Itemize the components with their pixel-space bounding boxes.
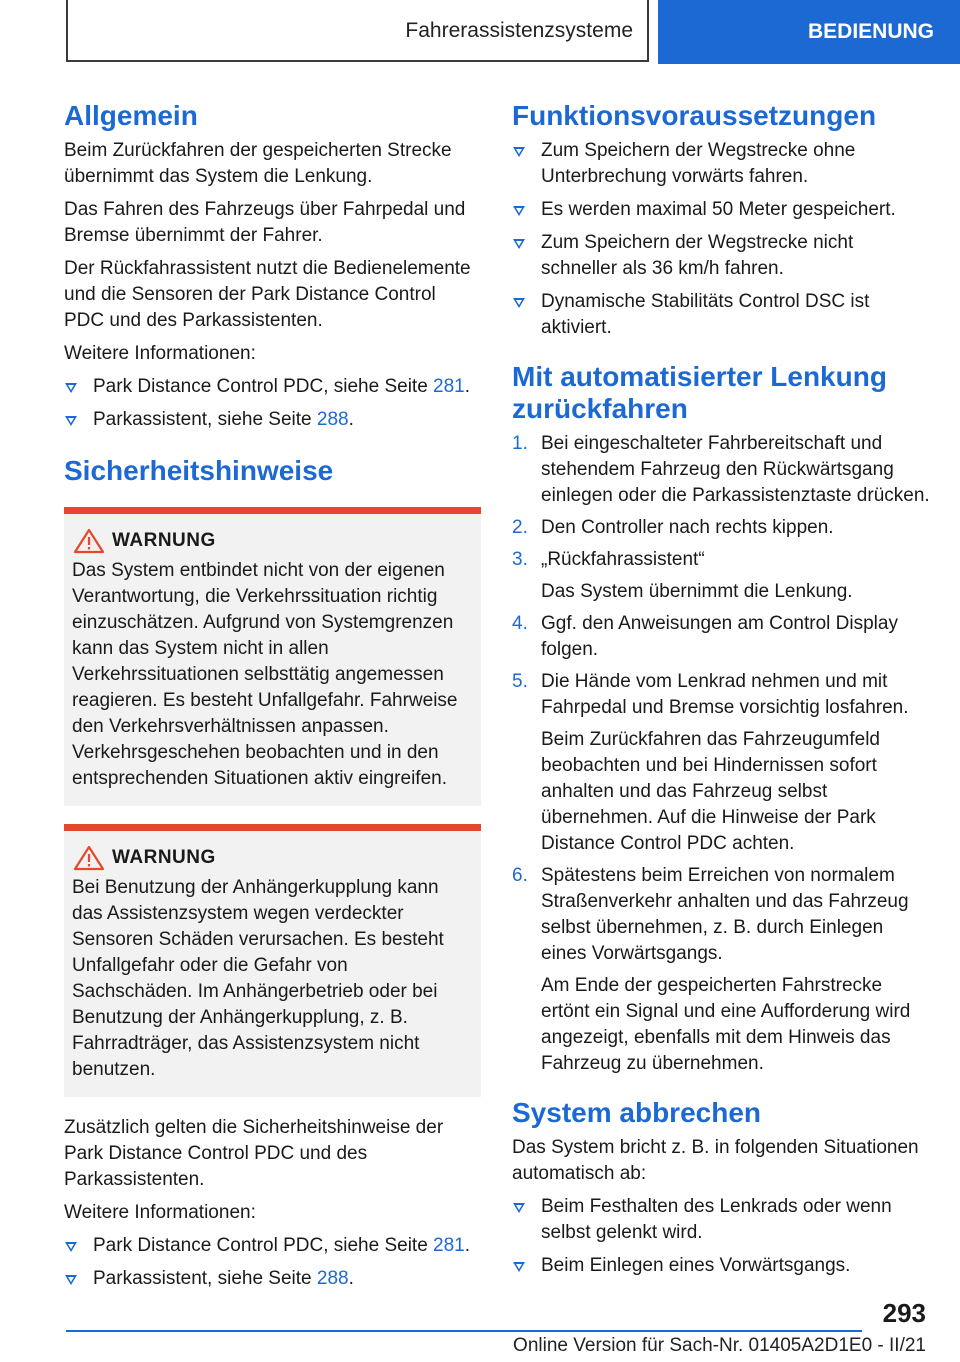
page-link[interactable]: 281 <box>433 376 465 397</box>
step-number: 3. <box>512 549 528 570</box>
warning-box <box>64 507 481 806</box>
step-item: 2. Den Controller nach rechts kippen. <box>512 515 932 541</box>
step-number: 6. <box>512 865 528 886</box>
steps-list <box>512 431 932 1077</box>
step-item: 6. Spätestens beim Erreichen von normalem Straßenverkehr anhalten und das Fahrzeug selbst übernehmen, z. B. durch Einlegen eines Vorwärtsgangs. Am Ende der gespeicherten Fahrstrecke ertönt ein Signal und eine Aufforderung wird angezeigt, ebenfalls mit dem Hinweis das Fahrzeug zu übernehmen. <box>512 863 932 1077</box>
warning-text: Bei Benutzung der Anhängerkupplung kann das Assistenzsystem wegen verdeckter Sensoren Schäden verursachen. Es besteht Unfallgefahr oder die Gefahr von Sachschäden. Im Anhängerbetrieb oder bei Benutzung der Anhängerkupplung, z. B. Fahrradträger, das Assistenzsystem nicht benutzen. <box>72 877 444 1080</box>
triangle-bullet-icon <box>513 1203 525 1213</box>
step-number: 2. <box>512 517 528 538</box>
triangle-bullet-icon <box>513 239 525 249</box>
list-item: Zum Speichern der Wegstrecke nicht schneller als 36 km/h fahren. <box>512 230 932 282</box>
triangle-bullet-icon <box>513 298 525 308</box>
triangle-bullet-icon <box>513 206 525 216</box>
triangle-bullet-icon <box>65 1242 77 1252</box>
right-column <box>512 100 932 1286</box>
step-item: 1. Bei eingeschalteter Fahrbereitschaft und stehendem Fahrzeug den Rückwärtsgang einlegen oder die Parkassistenztaste drücken. <box>512 433 930 506</box>
warning-text: Das System entbindet nicht von der eigenen Verantwortung, die Verkehrssituation richtig einzuschätzen. Aufgrund von Systemgrenzen kann das System nicht in allen Verkehrssituationen selbsttätig angemessen reagieren. Es besteht Unfallgefahr. Fahrweise den Verkehrsverhältnissen anpassen. Verkehrsgeschehen beobachten und in den entsprechenden Situationen aktiv eingreifen. <box>72 560 458 789</box>
requirements-list <box>512 138 932 341</box>
step-note: Das System übernimmt die Lenkung. <box>541 581 853 602</box>
list-item: Zum Speichern der Wegstrecke ohne Unterbrechung vorwärts fahren. <box>512 138 932 190</box>
reference-list <box>64 1233 481 1292</box>
step-item: 3. „Rückfahrassistent“ Das System übernimmt die Lenkung. <box>512 547 932 605</box>
paragraph: Der Rückfahrassistent nutzt die Bedienelemente und die Sensoren der Park Distance Control PDC und des Parkassistenten. <box>64 258 471 331</box>
step-number: 1. <box>512 433 528 454</box>
page-link[interactable]: 281 <box>433 1235 465 1256</box>
heading-funktionsvoraussetzungen: Funktionsvoraussetzungen <box>512 100 877 131</box>
paragraph: Das Fahren des Fahrzeugs über Fahrpedal und Bremse übernimmt der Fahrer. <box>64 199 466 246</box>
reference-list <box>64 374 481 433</box>
paragraph: Zusätzlich gelten die Sicherheitshinweise der Park Distance Control PDC und des Parkassistenten. <box>64 1117 444 1190</box>
heading-lenkung: Mit automatisierter Lenkung zurückfahren <box>512 361 887 424</box>
page-link[interactable]: 288 <box>316 1268 349 1289</box>
triangle-bullet-icon <box>513 1262 525 1272</box>
step-note: Beim Zurückfahren das Fahrzeugumfeld beobachten und bei Hindernissen sofort anhalten und das Fahrzeug selbst übernehmen. Auf die Hinweise der Park Distance Control PDC achten. <box>541 729 880 854</box>
warning-title: WARNUNG <box>112 530 216 551</box>
step-item: 5. Die Hände vom Lenkrad nehmen und mit Fahrpedal und Bremse vorsichtig losfahren. Beim Zurückfahren das Fahrzeugumfeld beobachten und bei Hindernissen sofort anhalten und das Fahrzeug selbst übernehmen. Auf die Hinweise der Park Distance Control PDC achten. <box>512 669 932 857</box>
triangle-bullet-icon <box>65 416 77 426</box>
paragraph: Das System bricht z. B. in folgenden Situationen automatisch ab: <box>512 1137 919 1184</box>
warning-title: WARNUNG <box>112 847 216 868</box>
paragraph: Beim Zurückfahren der gespeicherten Strecke übernimmt das System die Lenkung. <box>64 140 452 187</box>
page-number: 293 <box>882 1298 926 1328</box>
step-note: Am Ende der gespeicherten Fahrstrecke ertönt ein Signal und eine Aufforderung wird angezeigt, ebenfalls mit dem Hinweis das Fahrzeug zu übernehmen. <box>541 975 911 1074</box>
more-info-label: Weitere Informationen: <box>64 343 256 364</box>
footer-divider <box>66 1330 862 1332</box>
list-item: Dynamische Stabilitäts Control DSC ist aktiviert. <box>512 289 932 341</box>
heading-allgemein: Allgemein <box>64 100 198 131</box>
step-item: 4. Ggf. den Anweisungen am Control Display folgen. <box>512 613 898 660</box>
page-header <box>0 0 960 66</box>
heading-system-abbrechen: System abbrechen <box>512 1097 761 1128</box>
warning-triangle-icon <box>72 528 106 554</box>
list-item: Parkassistent, siehe Seite 288. <box>64 407 481 433</box>
chapter-tab[interactable]: BEDIENUNG <box>658 0 960 64</box>
triangle-bullet-icon <box>65 1275 77 1285</box>
footer-online-version: Online Version für Sach-Nr. 01405A2D1E0 - II/21 <box>513 1335 926 1356</box>
heading-sicherheitshinweise: Sicherheitshinweise <box>64 455 334 486</box>
triangle-bullet-icon <box>65 383 77 393</box>
list-item: Es werden maximal 50 Meter gespeichert. <box>512 197 932 223</box>
step-number: 5. <box>512 671 528 692</box>
list-item: Parkassistent, siehe Seite 288. <box>64 1266 481 1292</box>
section-title: Fahrerassistenzsysteme <box>66 0 649 62</box>
list-item: Beim Einlegen eines Vorwärtsgangs. <box>512 1253 932 1279</box>
list-item: Park Distance Control PDC, siehe Seite 281. <box>64 374 481 400</box>
list-item: Park Distance Control PDC, siehe Seite 281. <box>64 1233 481 1259</box>
step-number: 4. <box>512 613 528 634</box>
warning-triangle-icon <box>72 845 106 871</box>
abort-list <box>512 1194 932 1279</box>
warning-header <box>72 528 473 554</box>
left-column <box>64 100 481 1299</box>
page-link[interactable]: 288 <box>316 409 349 430</box>
triangle-bullet-icon <box>513 147 525 157</box>
list-item: Beim Festhalten des Lenkrads oder wenn selbst gelenkt wird. <box>512 1194 932 1246</box>
more-info-label: Weitere Informationen: <box>64 1202 256 1223</box>
warning-header <box>72 845 473 871</box>
warning-box <box>64 824 481 1097</box>
